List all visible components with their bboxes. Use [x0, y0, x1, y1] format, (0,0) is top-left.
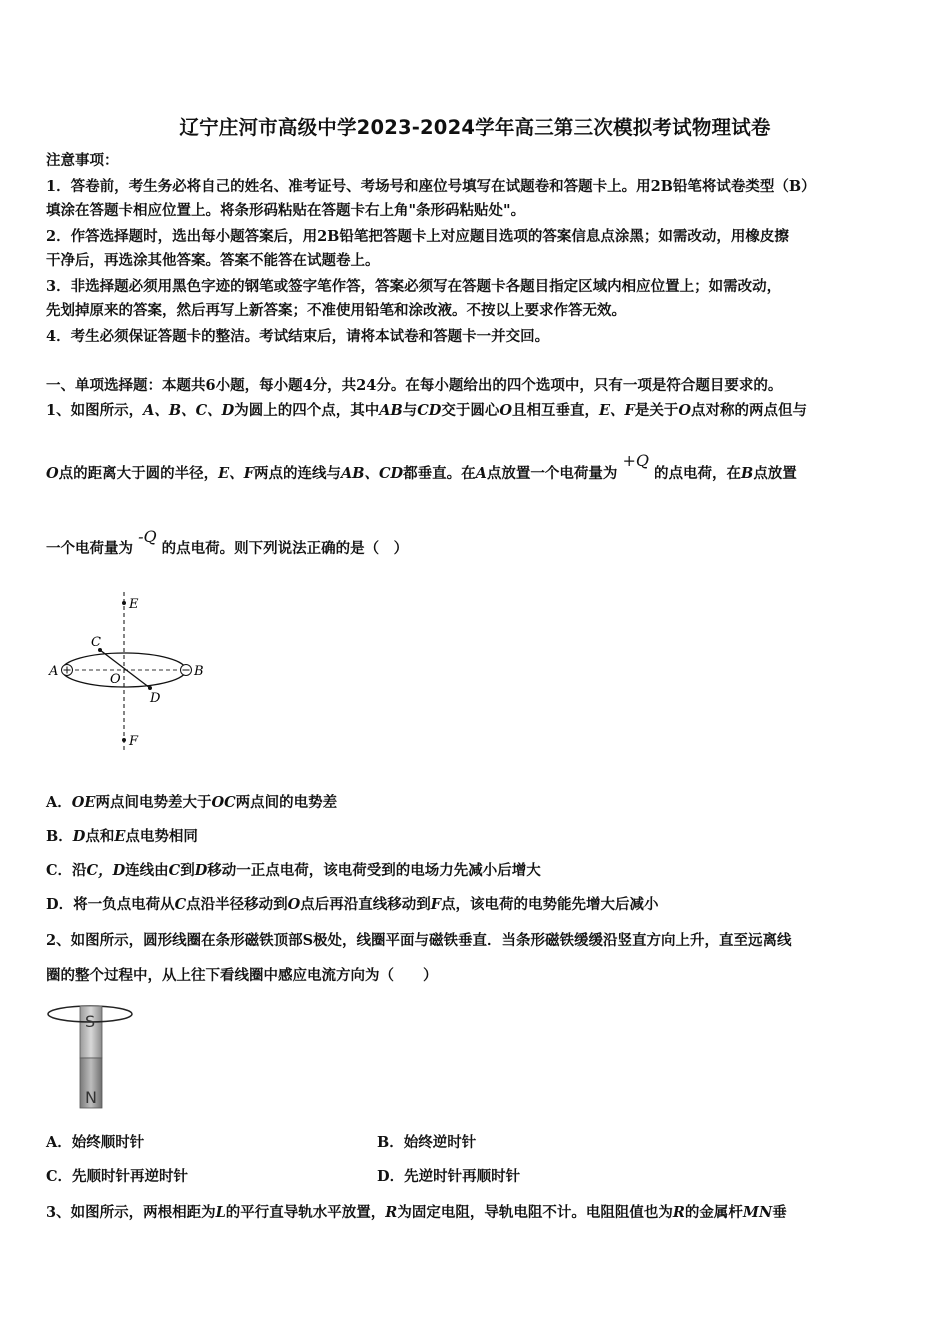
q1-option-c — [46, 861, 541, 881]
label-d: D — [150, 691, 161, 706]
q1-var: A — [475, 465, 487, 482]
q1-var: AB、CD — [341, 465, 404, 482]
notice-line-3a: 3．非选择题必须用黑色字迹的钢笔或签字笔作答，答案必须写在答题卡各题目指定区域内相应位置上；如需改动， — [46, 278, 782, 295]
q1-var: E、F — [218, 465, 254, 482]
q3-text: 的金属杆 — [684, 1204, 743, 1221]
q3-line-1 — [46, 1203, 787, 1223]
q1-text: 一个电荷量为 — [46, 540, 133, 557]
q3-text: 为固定电阻，导轨电阻不计。电阻阻值也为 — [397, 1204, 673, 1221]
q1-text: 连线由 — [125, 862, 169, 879]
q1-figure — [44, 588, 214, 753]
q2-option-b: B．始终逆时针 — [377, 1134, 477, 1151]
q3-var: R — [672, 1204, 685, 1221]
q1-text: 为圆上的四个点，其中 — [234, 402, 380, 419]
q1-var: O — [287, 896, 301, 913]
q1-var: F — [430, 896, 442, 913]
page-title: 辽宁庄河市高级中学2023-2024学年高三第三次模拟考试物理试卷 — [179, 116, 771, 139]
q1-var: B — [741, 465, 754, 482]
q1-text: 点对称的两点但与 — [691, 402, 807, 419]
q1-var: C — [168, 862, 181, 879]
q1-var: O — [46, 465, 59, 482]
q2-option-d: D．先逆时针再顺时针 — [377, 1168, 521, 1185]
q3-var: MN — [742, 1204, 773, 1221]
q1-var: C — [174, 896, 187, 913]
section-heading: 一、单项选择题：本题共6小题，每小题4分，共24分。在每小题给出的四个选项中，只有一项是符合题目要求的。 — [46, 377, 783, 394]
label-c: C — [91, 635, 101, 650]
q1-text: 都垂直。在 — [403, 465, 476, 482]
q1-text: 的点电荷，在 — [654, 465, 742, 482]
q1-text: 1、如图所示， — [46, 402, 144, 419]
notice-line-4: 4．考生必须保证答题卡的整洁。考试结束后，请将本试卷和答题卡一并交回。 — [46, 328, 550, 345]
charge-minus-q: -Q — [138, 527, 157, 546]
point-f — [122, 738, 126, 742]
q1-text: 的点电荷。则下列说法正确的是（ ） — [161, 540, 409, 557]
notice-line-1a: 1．答卷前，考生务必将自己的姓名、准考证号、考场号和座位号填写在试题卷和答题卡上。用2B铅笔将试卷类型（B） — [46, 178, 816, 195]
q3-var: R — [385, 1204, 398, 1221]
q1-text: 点和 — [85, 828, 115, 845]
q1-text: 点电势相同 — [125, 828, 198, 845]
q1-var: D — [72, 828, 86, 845]
q1-text: 与 — [402, 402, 418, 419]
option-label: B． — [46, 828, 73, 845]
q3-text: 垂 — [772, 1204, 787, 1221]
q1-var: OC — [211, 794, 236, 811]
notice-line-2a: 2．作答选择题时，选出每小题答案后，用2B铅笔把答题卡上对应题目选项的答案信息点涂黑；如需改动，用橡皮擦 — [46, 228, 789, 245]
label-s-pole: S — [85, 1012, 96, 1031]
q2-line-1: 2、如图所示，圆形线圈在条形磁铁顶部S极处，线圈平面与磁铁垂直．当条形磁铁缓缓沿竖直方向上升，直至远离线 — [46, 932, 792, 949]
q1-text: 移动一正点电荷，该电荷受到的电场力先减小后增大 — [207, 862, 541, 879]
q1-var: C，D — [86, 862, 126, 879]
q1-var: AB — [379, 402, 403, 419]
q1-line-3 — [46, 527, 409, 559]
q1-var: E — [114, 828, 126, 845]
q1-text: 两点间电势差大于 — [95, 794, 212, 811]
q2-line-2: 圈的整个过程中，从上往下看线圈中感应电流方向为（ ） — [46, 967, 438, 984]
charge-plus-q: +Q — [622, 451, 649, 470]
point-e — [122, 601, 126, 605]
q1-text: 交于圆心 — [441, 402, 500, 419]
q1-var: A、B、C、D — [143, 402, 235, 419]
q1-var: O — [678, 402, 691, 419]
option-label: A． — [46, 794, 72, 811]
option-label: C．沿 — [46, 862, 87, 879]
q3-var: L — [215, 1204, 226, 1221]
cd-line — [100, 650, 150, 688]
q1-var: OE — [71, 794, 96, 811]
q1-text: 到 — [180, 862, 195, 879]
q1-option-a — [46, 793, 337, 813]
label-b: B — [194, 664, 204, 679]
option-label: D．将一负点电荷从 — [46, 896, 175, 913]
label-n-pole: N — [85, 1088, 97, 1107]
q1-var: E、F — [599, 402, 635, 419]
label-f: F — [129, 734, 139, 749]
q3-text: 的平行直导轨水平放置， — [225, 1204, 386, 1221]
q1-text: 两点间的电势差 — [235, 794, 338, 811]
label-o: O — [110, 672, 121, 687]
q1-var: D — [194, 862, 208, 879]
q3-text: 3、如图所示，两根相距为 — [46, 1204, 216, 1221]
notice-line-3b: 先划掉原来的答案，然后再写上新答案；不准使用铅笔和涂改液。不按以上要求作答无效。 — [46, 302, 626, 319]
notice-line-2b: 干净后，再选涂其他答案。答案不能答在试题卷上。 — [46, 252, 380, 269]
q1-line-2 — [46, 451, 797, 484]
label-e: E — [129, 597, 139, 612]
q1-line-1 — [46, 401, 807, 421]
q1-text: 点放置 — [753, 465, 797, 482]
q1-text: 点后再沿直线移动到 — [300, 896, 431, 913]
notice-line-1b: 填涂在答题卡相应位置上。将条形码粘贴在答题卡右上角"条形码粘贴处"。 — [46, 202, 526, 219]
q1-var: CD — [417, 402, 442, 419]
q1-text: 点，该电荷的电势能先增大后减小 — [441, 896, 659, 913]
q1-text: 点的距离大于圆的半径， — [58, 465, 219, 482]
notice-heading: 注意事项： — [46, 152, 119, 169]
point-d — [148, 686, 152, 690]
q1-option-d — [46, 895, 659, 915]
q1-text: 且相互垂直， — [512, 402, 599, 419]
q1-text: 点放置一个电荷量为 — [486, 465, 618, 482]
q1-var: O — [499, 402, 512, 419]
q2-option-a: A．始终顺时针 — [46, 1134, 145, 1151]
q1-text: 点沿半径移动到 — [186, 896, 288, 913]
q2-figure — [44, 1000, 140, 1112]
q1-option-b — [46, 827, 198, 847]
q1-text: 是关于 — [634, 402, 679, 419]
q2-option-c: C．先顺时针再逆时针 — [46, 1168, 189, 1185]
label-a: A — [49, 664, 59, 679]
q1-text: 两点的连线与 — [254, 465, 341, 482]
